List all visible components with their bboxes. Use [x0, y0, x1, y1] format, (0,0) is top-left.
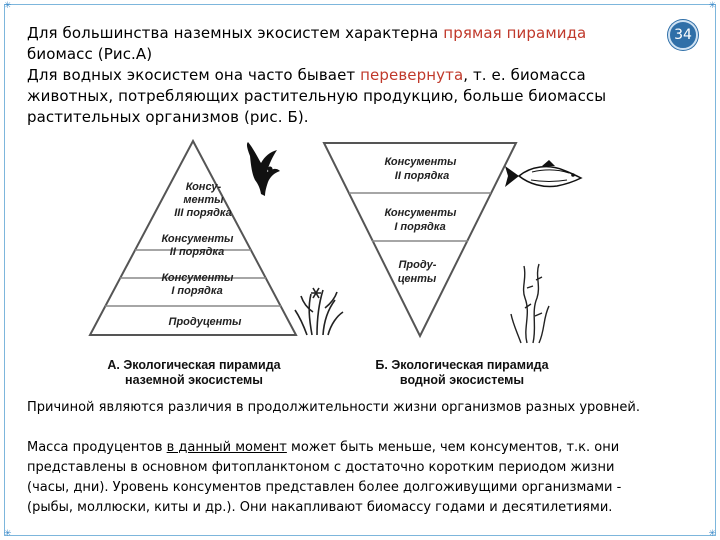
pyramid-b-level-2-label: Консументы I порядка [384, 207, 457, 233]
heading-text: Для большинства наземных экосистем характерна [27, 24, 444, 42]
explanation-paragraph [27, 438, 702, 518]
caption-line: Б. Экологическая пирамида [375, 358, 549, 372]
pyramids-figure [87, 138, 593, 390]
pyramid-a-caption [99, 358, 289, 388]
heading-line-2: биомасс (Рис.А) [27, 45, 153, 63]
pyramid-a-level-2-label: Консументы I порядка [161, 272, 234, 297]
heading-line-4: животных, потребляющих растительную продукцию, больше биомассы [27, 87, 607, 105]
caption-line: А. Экологическая пирамида [107, 358, 281, 372]
pyramid-a-level-4-label: Консу- менты III порядка [174, 181, 232, 219]
fish-icon [505, 160, 581, 187]
heading-text: , т. е. биомасса [463, 66, 586, 84]
heading-line-1 [27, 23, 667, 44]
frame-corner-icon: ✳ [4, 1, 12, 11]
reason-paragraph: Причиной являются различия в продолжительности жизни организмов разных уровней. [27, 400, 640, 415]
frame-corner-icon: ✳ [708, 1, 716, 11]
pyramid-b-caption [357, 358, 567, 388]
frame-corner-icon: ✳ [708, 529, 716, 539]
heading-line-5: растительных организмов (рис. Б). [27, 108, 309, 126]
heading-line-3 [27, 65, 667, 86]
underlined-term: в данный момент [166, 440, 287, 455]
heading-text: Для водных экосистем она часто бывает [27, 66, 361, 84]
seaweed-icon [511, 264, 549, 343]
accent-term: прямая пирамида [443, 24, 587, 42]
explanation-line-1 [27, 438, 702, 458]
slide-heading [27, 23, 667, 128]
caption-line: водной экосистемы [399, 373, 525, 387]
caption-line: наземной экосистемы [125, 373, 263, 387]
pyramid-b-level-1-label: Проду- центы [397, 259, 437, 285]
explanation-line-2: представлены в основном фитопланктоном с достаточно коротким периодом жизни [27, 460, 615, 475]
pyramid-b [324, 143, 516, 336]
pyramids-svg [87, 138, 593, 358]
accent-term: перевернута [360, 66, 464, 84]
explanation-text: может быть меньше, чем консументов, т.к. они [286, 440, 620, 455]
explanation-text: Масса продуцентов [27, 440, 167, 455]
bird-icon [247, 142, 280, 196]
explanation-line-4: (рыбы, моллюски, киты и др.). Они накапливают биомассу годами и десятилетиями. [27, 500, 613, 515]
explanation-line-3: (часы, дни). Уровень консументов представлен более долгоживущими организмами - [27, 480, 622, 495]
pyramid-a-level-3-label: Консументы II порядка [161, 233, 234, 258]
pyramid-b-level-3-label: Консументы II порядка [384, 156, 457, 182]
plant-icon [295, 288, 343, 335]
frame-corner-icon: ✳ [4, 529, 12, 539]
pyramid-a-level-1-label: Продуценты [168, 316, 242, 328]
slide-number-badge: 34 [668, 20, 698, 50]
